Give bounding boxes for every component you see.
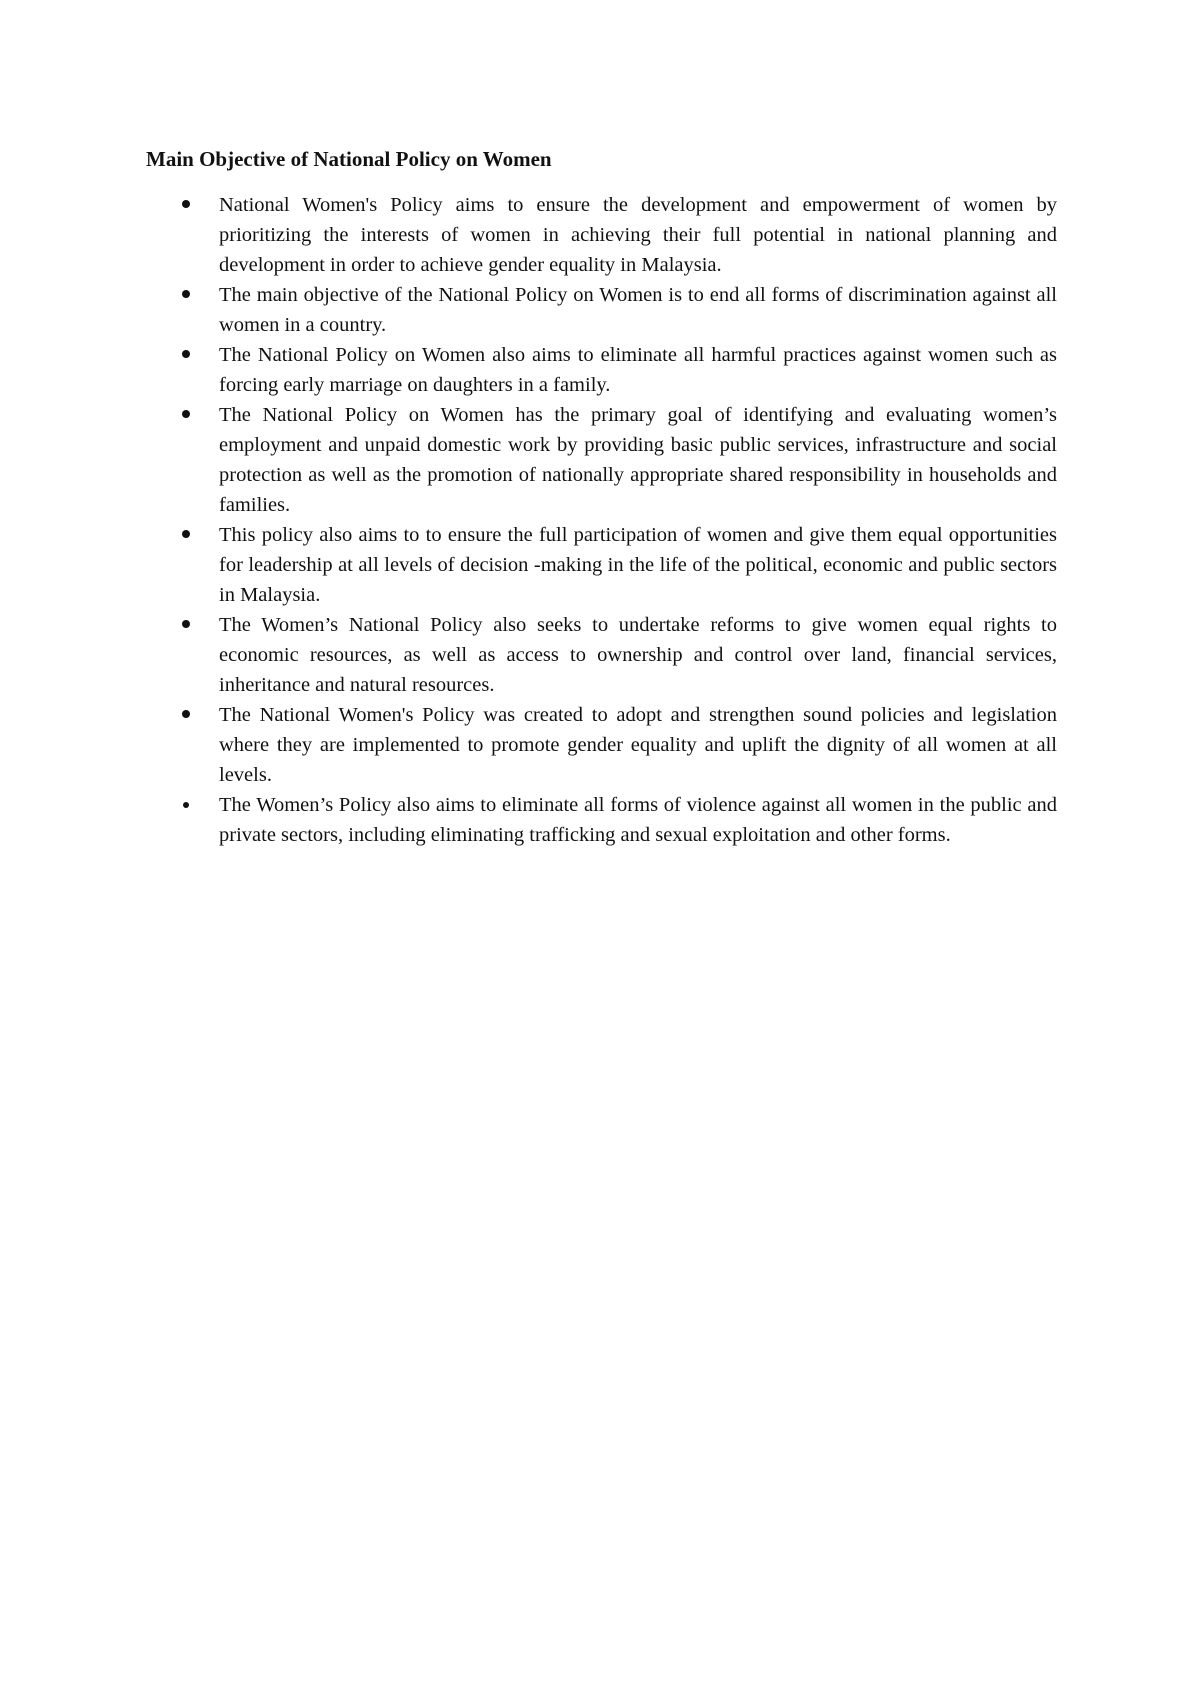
bullet-icon (182, 620, 190, 628)
list-item (146, 790, 1057, 850)
list-item-text: The National Policy on Women also aims to eliminate all harmful practices against women such as forcing early marriage on daughters in a family. (219, 344, 1057, 396)
list-item-text: This policy also aims to to ensure the full participation of women and give them equal opportunities for leadership at all levels of decision -making in the life of the political, economic and public sectors in Malaysia. (219, 524, 1057, 606)
list-item-text: The National Women's Policy was created to adopt and strengthen sound policies and legislation where they are implemented to promote gender equality and uplift the dignity of all women at all levels. (219, 704, 1057, 786)
bullet-icon (183, 802, 189, 808)
bullet-icon (182, 350, 190, 358)
list-item (146, 400, 1057, 520)
list-item-text: The Women’s Policy also aims to eliminate all forms of violence against all women in the public and private sectors, including eliminating trafficking and sexual exploitation and other forms. (219, 794, 1057, 846)
list-item (146, 520, 1057, 610)
list-item-text: The National Policy on Women has the primary goal of identifying and evaluating women’s employment and unpaid domestic work by providing basic public services, infrastructure and social protection as well as the promotion of nationally appropriate shared responsibility in households and families. (219, 404, 1057, 516)
bullet-icon (182, 200, 190, 208)
list-item-text: The Women’s National Policy also seeks to undertake reforms to give women equal rights to economic resources, as well as access to ownership and control over land, financial services, inheritance and natural resources. (219, 614, 1057, 696)
bullet-icon (182, 530, 190, 538)
list-item-text: National Women's Policy aims to ensure the development and empowerment of women by prioritizing the interests of women in achieving their full potential in national planning and development in order to achieve gender equality in Malaysia. (219, 194, 1057, 276)
document-heading: Main Objective of National Policy on Women (146, 147, 552, 171)
document-page (146, 144, 1057, 850)
list-item (146, 340, 1057, 400)
bullet-icon (182, 290, 190, 298)
list-item (146, 280, 1057, 340)
bullet-icon (182, 710, 190, 718)
list-item-text: The main objective of the National Policy on Women is to end all forms of discrimination against all women in a country. (219, 284, 1057, 336)
list-item (146, 700, 1057, 790)
bullet-icon (182, 410, 190, 418)
list-item (146, 190, 1057, 280)
list-item (146, 610, 1057, 700)
bullet-list (146, 190, 1057, 850)
